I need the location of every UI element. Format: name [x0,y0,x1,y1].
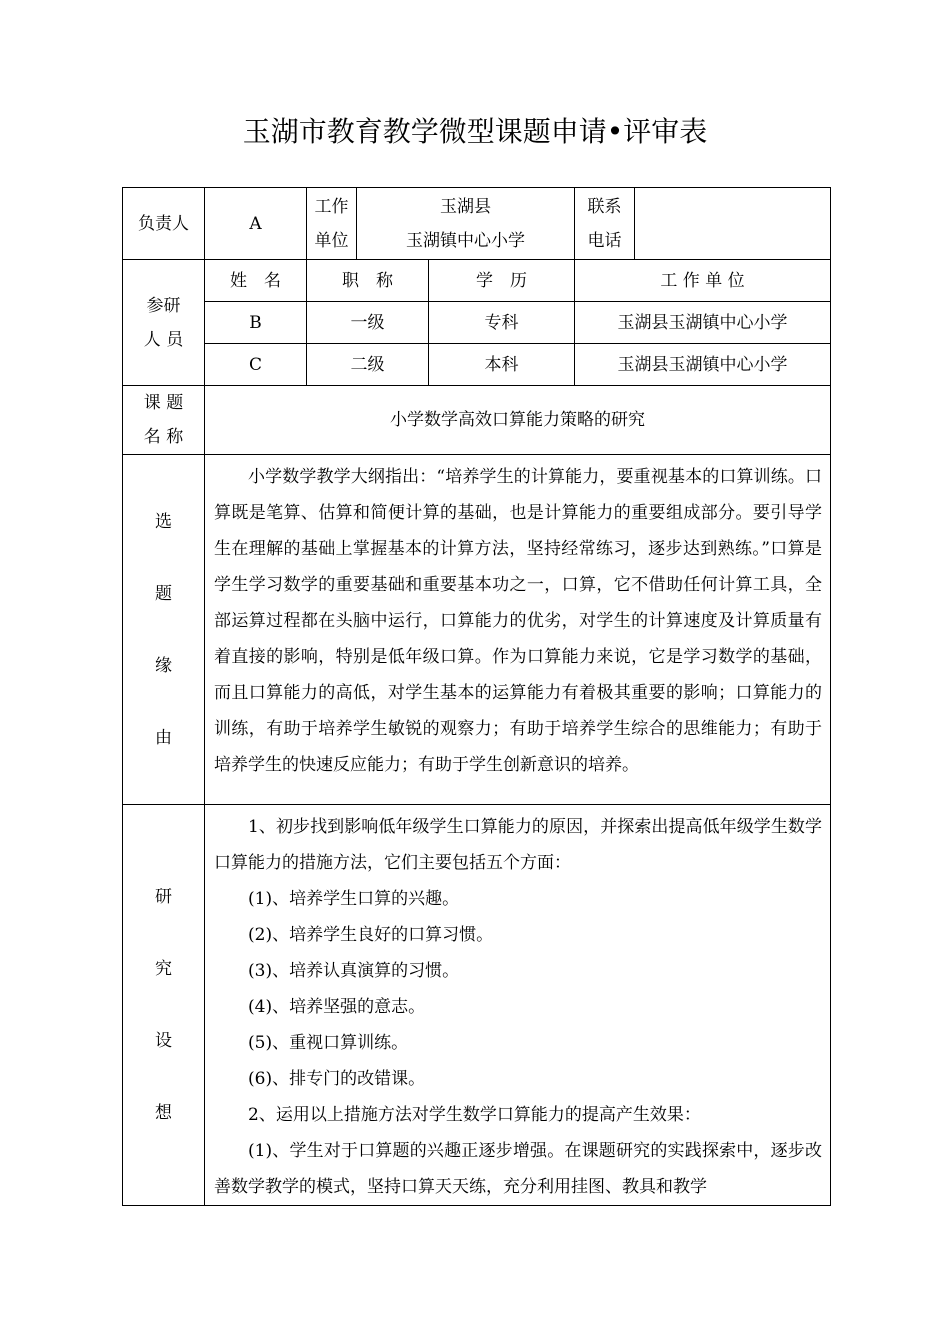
participant-name: B [205,302,307,344]
design-label-char: 设 [155,1031,172,1051]
design-item: (5)、重视口算训练。 [248,1033,409,1053]
reason-label-char: 由 [155,727,172,748]
reason-label-char: 题 [155,583,172,604]
participant-education: 专科 [429,302,575,344]
header-education: 学 历 [429,260,575,302]
unit-label-line-2: 单位 [314,230,349,251]
phone-label-line-2: 电话 [587,230,622,251]
design-label [123,805,205,1206]
participant-unit: 玉湖县玉湖镇中心小学 [575,302,831,344]
participants-label-line-2: 人 员 [143,329,184,350]
design-label-char: 究 [155,959,172,979]
leader-name: A [205,188,307,260]
leader-row [123,188,831,260]
design-item: (3)、培养认真演算的习惯。 [248,961,460,981]
participant-name: C [205,344,307,386]
design-label-char: 研 [155,887,172,907]
design-row [123,805,831,1206]
page-title: 玉湖市教育教学微型课题申请•评审表 [242,115,708,148]
leader-unit-line-1: 玉湖县 [440,196,491,217]
design-text-cell [205,805,831,1206]
leader-unit [357,188,575,260]
topic-label-line-2: 名 称 [143,427,184,447]
leader-label: 负责人 [123,188,205,260]
design-item: (1)、培养学生口算的兴趣。 [248,889,460,909]
phone-label [575,188,635,260]
design-item: (4)、培养坚强的意志。 [248,997,426,1017]
design-label-char: 想 [155,1103,172,1123]
design-item: (6)、排专门的改错课。 [248,1069,426,1089]
participants-label [123,260,205,386]
header-unit: 工 作 单 位 [575,260,831,302]
participant-title: 一级 [307,302,429,344]
reason-label [123,455,205,805]
participant-row [123,302,831,344]
phone-label-line-1: 联系 [587,196,622,217]
unit-label-line-1: 工作 [314,196,349,217]
reason-label-char: 选 [155,511,172,532]
design-paragraph: (1)、学生对于口算题的兴趣正逐步增强。在课题研究的实践探索中，逐步改善数学教学的模式，坚持口算天天练，充分利用挂图、教具和教学 [214,1141,822,1197]
header-title: 职 称 [307,260,429,302]
reason-text-cell [205,455,831,805]
application-form [122,187,831,1206]
reason-text: 小学数学教学大纲指出：“培养学生的计算能力，要重视基本的口算训练。口算既是笔算、估算和简便计算的基础，也是计算能力的重要组成部分。要引导学生在理解的基础上掌握基本的计算方法，坚持经常练习，逐步达到熟练。”口算是学生学习数学的重要基础和重要基本功之一，口算，它不借助任何计算工具，全部运算过程都在头脑中运行，口算能力的优劣，对学生的计算速度及计算质量有着直接的影响，特别是低年级口算。作为口算能力来说，它是学习数学的基础，而且口算能力的高低，对学生基本的运算能力有着极其重要的影响；口算能力的训练，有助于培养学生敏锐的观察力；有助于培养学生综合的思维能力；有助于培养学生的快速反应能力；有助于学生创新意识的培养。 [214,467,822,775]
design-paragraph: 2、运用以上措施方法对学生数学口算能力的提高产生效果： [248,1105,701,1125]
phone-value [635,188,831,260]
reason-label-char: 缘 [155,655,172,676]
participant-education: 本科 [429,344,575,386]
topic-label [123,386,205,455]
participants-label-line-1: 参研 [146,295,181,316]
participant-row [123,344,831,386]
reason-row [123,455,831,805]
unit-label [307,188,357,260]
participant-title: 二级 [307,344,429,386]
design-item: (2)、培养学生良好的口算习惯。 [248,925,494,945]
topic-label-line-1: 课 题 [143,393,184,413]
participants-header-row [123,260,831,302]
topic-row [123,386,831,455]
topic-value: 小学数学高效口算能力策略的研究 [205,386,831,455]
leader-unit-line-2: 玉湖镇中心小学 [406,230,525,251]
participant-unit: 玉湖县玉湖镇中心小学 [575,344,831,386]
design-paragraph: 1、初步找到影响低年级学生口算能力的原因，并探索出提高低年级学生数学口算能力的措施方法，它们主要包括五个方面： [214,817,822,873]
header-name: 姓 名 [205,260,307,302]
